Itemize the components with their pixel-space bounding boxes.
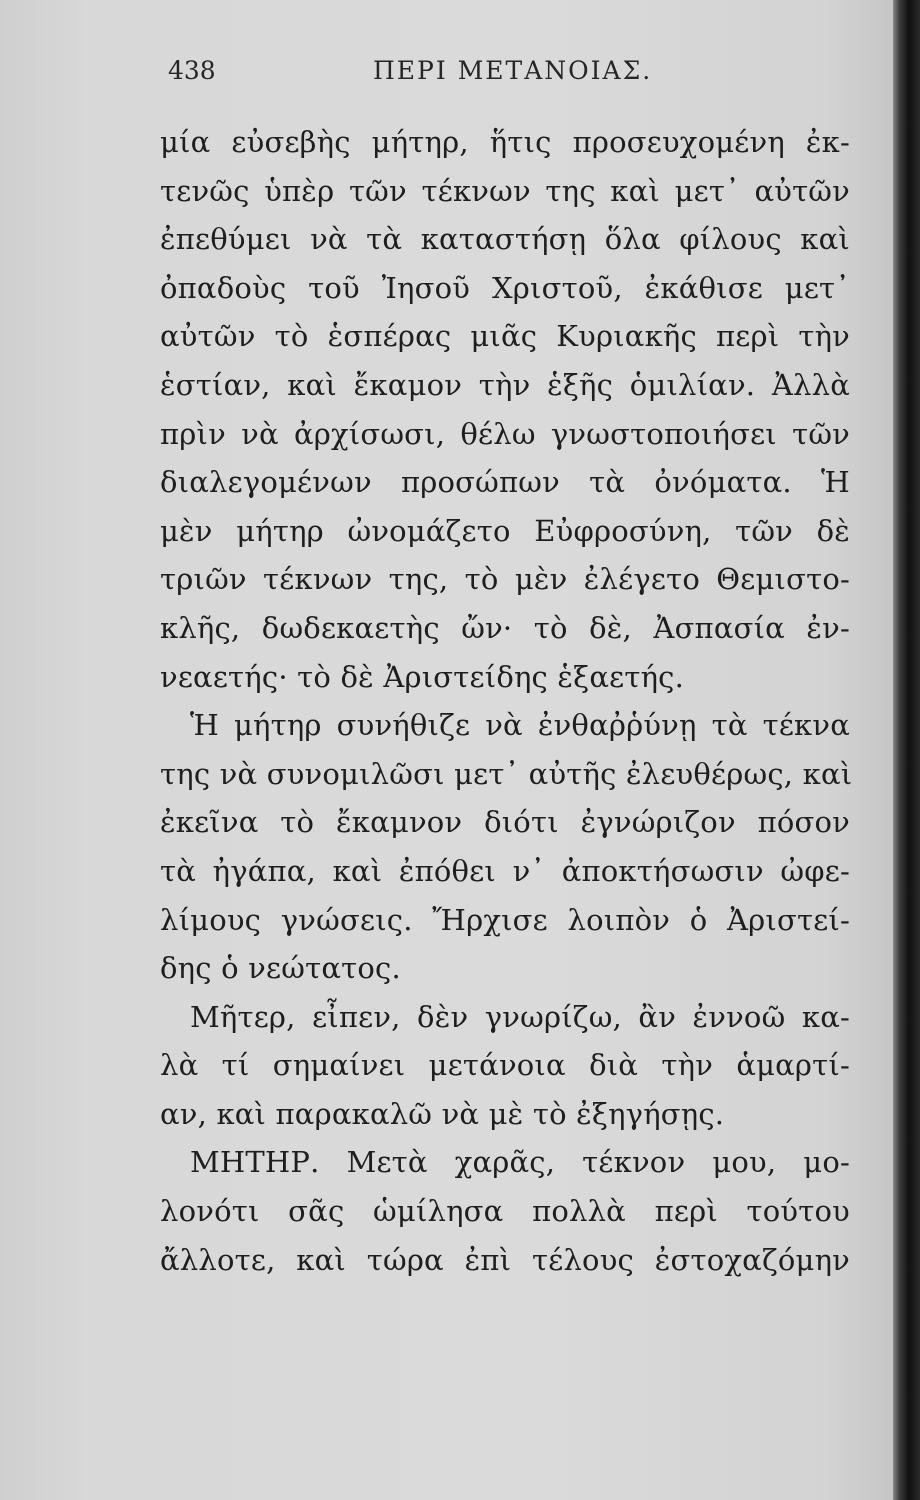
text-line: αὐτῶν τὸ ἑσπέρας μιᾶς Κυριακῆς περὶ τὴν <box>160 319 850 354</box>
running-title: ΠΕΡΙ ΜΕΤΑΝΟΙΑΣ. <box>373 56 653 85</box>
text-line: λονότι σᾶς ὡμίλησα πολλὰ περὶ τούτου <box>160 1194 850 1229</box>
text-line: τριῶν τέκνων της, τὸ μὲν ἐλέγετο Θεμιστο- <box>160 562 850 597</box>
text-line: ἄλλοτε, καὶ τώρα ἐπὶ τέλους ἐστοχαζόμην <box>160 1242 850 1277</box>
text-line: διαλεγομένων προσώπων τὰ ὀνόματα. Ἡ <box>160 465 850 500</box>
text-line: νεαετής· τὸ δὲ Ἀριστείδης ἑξαετής. <box>160 659 685 694</box>
text-line: ἐπεθύμει νὰ τὰ καταστήσῃ ὅλα φίλους καὶ <box>160 222 850 257</box>
text-line: ΜΗΤΗΡ. Μετὰ χαρᾶς, τέκνον μου, μο- <box>190 1145 850 1180</box>
book-spine-shadow <box>893 0 920 1500</box>
text-line: τενῶς ὑπὲρ τῶν τέκνων της καὶ μετ᾽ αὐτῶν <box>160 173 850 208</box>
body-text <box>160 118 853 1284</box>
text-line: λὰ τί σημαίνει μετάνοια διὰ τὴν ἁμαρτί- <box>160 1048 850 1083</box>
text-line: πρὶν νὰ ἀρχίσωσι, θέλω γνωστοποιήσει τῶν <box>160 416 850 451</box>
text-line: μία εὐσεβὴς μήτηρ, ἥτις προσευχομένη ἐκ- <box>160 125 850 159</box>
text-line: λίμους γνώσεις. Ἤρχισε λοιπὸν ὁ Ἀριστεί- <box>160 902 850 937</box>
page-number: 438 <box>168 56 216 85</box>
text-line: τὰ ἠγάπα, καὶ ἐπόθει ν᾽ ἀποκτήσωσιν ὠφε- <box>160 853 850 888</box>
text-line: κλῆς, δωδεκαετὴς ὤν· τὸ δὲ, Ἀσπασία ἐν- <box>160 610 850 645</box>
text-line: αν, καὶ παρακαλῶ νὰ μὲ τὸ ἐξηγήσῃς. <box>160 1096 725 1131</box>
text-line: δης ὁ νεώτατος. <box>160 951 401 986</box>
text-line: ὀπαδοὺς τοῦ Ἰησοῦ Χριστοῦ, ἐκάθισε μετ᾽ <box>160 270 850 305</box>
text-line: ἐκεῖνα τὸ ἔκαμνον διότι ἐγνώριζον πόσον <box>160 805 850 840</box>
text-line: μὲν μήτηρ ὠνομάζετο Εὐφροσύνη, τῶν δὲ <box>160 513 850 548</box>
page-header <box>168 56 868 92</box>
text-line: της νὰ συνομιλῶσι μετ᾽ αὐτῆς ἐλευθέρως, καὶ <box>160 756 853 791</box>
text-line: ἑστίαν, καὶ ἔκαμον τὴν ἑξῆς ὁμιλίαν. Ἀλλὰ <box>160 367 850 402</box>
text-line: Μῆτερ, εἶπεν, δὲν γνωρίζω, ἂν ἐννοῶ κα- <box>190 999 850 1034</box>
text-line: Ἡ μήτηρ συνήθιζε νὰ ἐνθαῤῥύνῃ τὰ τέκνα <box>190 708 850 743</box>
